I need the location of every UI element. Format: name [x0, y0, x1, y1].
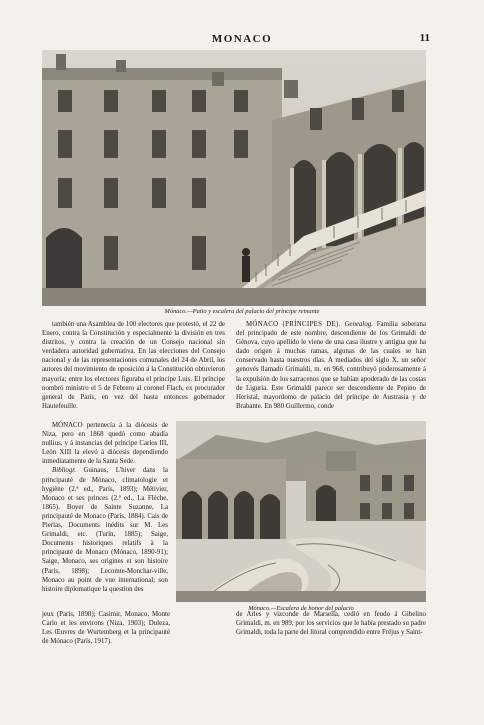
- bottom-left-paragraph: jeux (París, 1898); Casimir, Monaco, Monte Carlo et les environs (Niza, 1903); Duleza, Les Œuvres de Wurtemberg et la principauté de Mónaco (París, 1917).: [42, 611, 170, 646]
- bottom-left-text: [42, 610, 170, 646]
- diocese-paragraph: MÓNACO pertenecía á la diócesis de Niza, pero en 1868 quedó como abadía nullius, y á instancias del príncipe Carlos III, León XIII la elevó á diócesis dependiendo inmediatamente de la Santa Sede.: [42, 422, 168, 466]
- bottom-right-paragraph: de Arles y vizconde de Marsella, cedió en feudo á Gibelino Grimaldi, m. en 989, por los servicios que le había prestado su padre Grimaldi, toda la parte del litoral comprendido entre Fréjus y Saint-: [236, 611, 426, 637]
- honor-staircase-photo: [176, 421, 426, 602]
- princes-body: Familia soberana del principado de este nombre, descendiente de los Grimaldi de Génova, cuyo apellido le viene de una casa ilustre y antigua que ha dado origen á muchas ramas, algunas de las cuales se han conservado hasta nuestros días. A mediados del siglo X, un señor genovés llamado Grimaldi, m. en 968, contribuyó poderosamente á la expulsión de los sarracenos que se habían apoderado de las costas de Liguria. Este Grimaldi parece ser descendiente de Pepino de Heristal, mayordomo de palacio del príncipe de Austrasia y de Brabante. En 980 Guillermo, conde: [236, 321, 426, 410]
- top-figure-caption: Mónaco.—Patio y escalera del palacio del príncipe reinante: [164, 308, 320, 315]
- bottom-right-text: [236, 610, 426, 637]
- left-column-intro: [42, 320, 225, 411]
- palace-courtyard-photo: [42, 50, 426, 306]
- princes-paragraph: [236, 320, 426, 411]
- bibliography-text: Guinaus, L'hiver dans la principauté de Mónaco, climatologie et hygiène (2.ª ed., París, 1893); Métivier, Monaco et ses princes (2.ª ed., La Flèche, 1865). Boyer de Sainte Suzanne, La principauté de Monaco (París, 1884). Cais de Pierlas, Documents inédits sur M. Les Grimaldi, etc. (Turín, 1885); Saige, Documents historiques relatifs à la principauté de Monaco (Mónaco, 1890-91); Saige, Monaco, ses origines et son histoire (París, 1898); Lecomte-Monchar-ville, Monaco au point de vue international; son histoire diplomatique la question des: [42, 467, 168, 593]
- page-number: 11: [419, 32, 430, 44]
- princes-genealogy-label: Genealog.: [344, 321, 373, 328]
- princes-heading: MÓNACO (PRÍNCIPES DE).: [246, 321, 341, 328]
- left-column-diocese: [42, 421, 168, 594]
- bibliography-paragraph: [42, 466, 168, 593]
- right-column-princes: [236, 320, 426, 411]
- intro-paragraph: también una Asamblea de 100 electores que protestó, el 22 de Enero, contra la Constitución y especialmente la división en tres distritos, y contra la creación de un Consejo nacional sin verdadera autoridad gubernativa. En las elecciones del Consejo nacional y de las representaciones comunales del 24 de Abril, los autores del movimiento de oposición á la Constitución obtuvieron mayoría; entre los electores figuraba el príncipe Luis. El príncipe nombró ministro el 5 de Febrero al coronel Flach, ex procurador general de París, en vez del hasta entonces gobernador Hautefeuille.: [42, 321, 225, 410]
- bibliography-label: Bibliogr.: [52, 467, 76, 475]
- mid-figure-caption: Mónaco.—Escalera de honor del palacio: [248, 605, 354, 612]
- running-header: MONACO: [211, 33, 273, 45]
